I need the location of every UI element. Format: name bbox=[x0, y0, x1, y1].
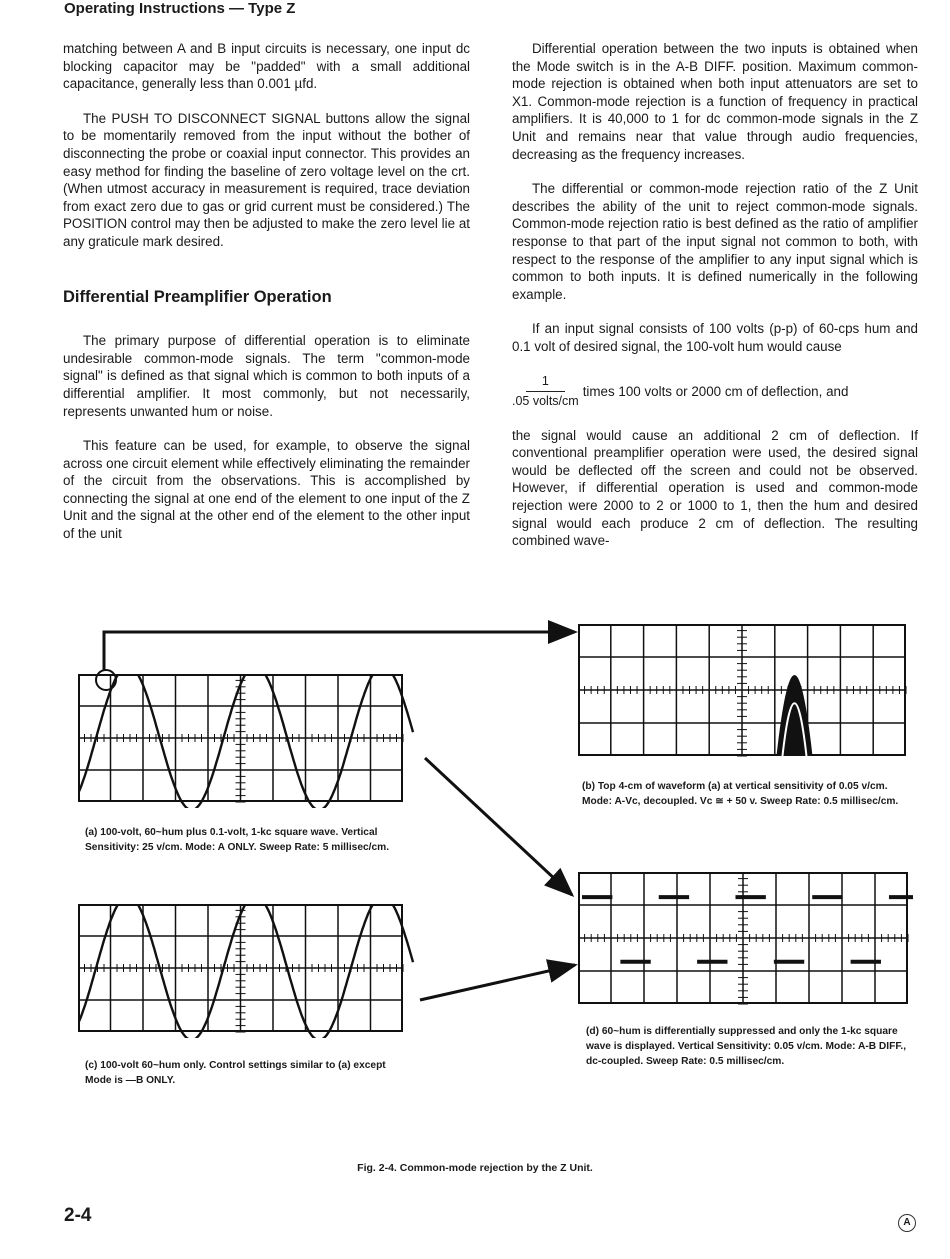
caption-d: (d) 60~hum is differentially suppressed and only the 1-kc square wave is displayed. Vertical Sensitivity: 0.05 v/cm. Mode: A-B DIFF., dc-coupled. Sweep Rate: 0.5 millisec/cm. bbox=[586, 1026, 907, 1067]
page-number: 2-4 bbox=[64, 1205, 92, 1226]
graticule bbox=[78, 674, 403, 802]
paragraph: the signal would cause an additional 2 cm of deflection. If conventional preamplifier operation were used, the desired signal would be deflected off the screen and could not be observed. However, if differential operation is used and common-mode rejection were 2000 to 2 or 1000 to 1, then the hum and desired signal would each produce 2 cm of deflection. The resulting combined wave- bbox=[512, 427, 918, 549]
paragraph: The PUSH TO DISCONNECT SIGNAL buttons allow the signal to be momentarily removed from the input without the bother of disconnecting the probe or coaxial input connector. This provides an easy method for finding the baseline of zero voltage level on the crt. (When utmost accuracy in measurement is required, trace deviation from exact zero due to gas or grid current must be considered.) The POSITION control may then be adjusted to make the zero level lie at any graticule mark desired. bbox=[63, 110, 470, 249]
caption-b: (b) Top 4-cm of waveform (a) at vertical sensitivity of 0.05 v/cm. Mode: A-Vc, decoupled. Vc ≅ + 50 v. Sweep Rate: 0.5 millisec/cm. bbox=[582, 781, 899, 807]
page-header: Operating Instructions — Type Z bbox=[64, 0, 296, 17]
scope-display-b bbox=[578, 624, 910, 759]
fraction-tail: times 100 volts or 2000 cm of deflection, and bbox=[582, 383, 849, 399]
graticule bbox=[78, 904, 403, 1032]
graticule bbox=[578, 872, 908, 1004]
paragraph: Differential operation between the two inputs is obtained when the Mode switch is in the A-B DIFF. position. Maximum common-mode rejection is obtained when both input attenuators are set to X1. Common-mode rejection is a function of frequency in practical amplifiers. It is 40,000 to 1 for dc common-mode signals in the Z Unit and remains near that value through audio frequencies, decreasing as the frequency increases. bbox=[512, 41, 918, 162]
paragraph: matching between A and B input circuits is necessary, one input dc blocking capacitor may be "padded" with a small additional capacitance, generally less than 0.001 µfd. bbox=[63, 41, 470, 92]
arrow-c-to-d bbox=[420, 965, 575, 1000]
corner-mark: A bbox=[898, 1214, 916, 1232]
arrow-a-to-d bbox=[425, 758, 572, 895]
paragraph: The primary purpose of differential operation is to eliminate undesirable common-mode signals. The term "common-mode signal" is defined as that signal which is common to both inputs of a differential amplifier. It most commonly, but not necessarily, represents unwanted hum or noise. bbox=[63, 333, 470, 419]
paragraph: This feature can be used, for example, to observe the signal across one circuit element while effectively eliminating the remainder of the circuit from the observations. This is accomplished by connecting the signal at one end of the element to one input of the Z Unit and the signal at the other end of the element to the other input of the unit bbox=[63, 438, 470, 542]
fraction-numerator: 1 bbox=[526, 373, 565, 393]
caption-c: (c) 100-volt 60~hum only. Control settings similar to (a) except Mode is —B ONLY. bbox=[85, 1060, 386, 1086]
fraction-denominator: .05 volts/cm bbox=[512, 394, 579, 409]
arrow-a-to-b bbox=[104, 632, 575, 670]
section-heading: Differential Preamplifier Operation bbox=[63, 287, 332, 306]
paragraph: The differential or common-mode rejection ratio of the Z Unit describes the ability of the unit to reject common-mode signals. Common-mode rejection ratio is best defined as the ratio of amplifier response to that part of the input signal not common to both, with respect to the response of the amplifier to any input signal which is common to both inputs. It is defined numerically in the following example. bbox=[512, 181, 918, 302]
scope-display-c bbox=[78, 904, 418, 1039]
graticule bbox=[578, 624, 906, 756]
figure-caption: Fig. 2-4. Common-mode rejection by the Z Unit. bbox=[357, 1162, 593, 1174]
paragraph: If an input signal consists of 100 volts (p-p) of 60-cps hum and 0.1 volt of desired signal, the 100-volt hum would cause bbox=[512, 321, 918, 354]
scope-display-d bbox=[578, 872, 913, 1007]
caption-a: (a) 100-volt, 60~hum plus 0.1-volt, 1-kc square wave. Vertical Sensitivity: 25 v/cm. Mode: A ONLY. Sweep Rate: 5 millisec/cm. bbox=[85, 827, 390, 853]
scope-display-a bbox=[78, 674, 418, 809]
